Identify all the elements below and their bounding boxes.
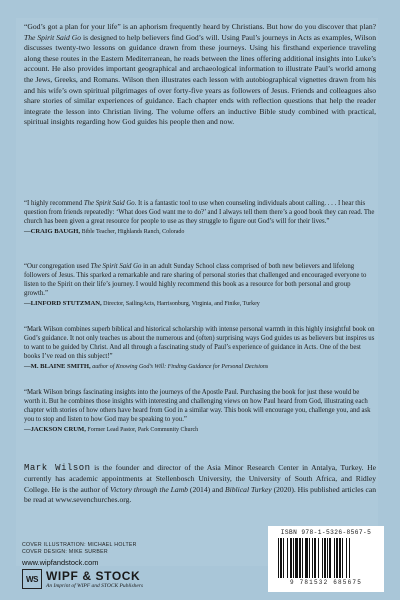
reviewer-role: author of Knowing God’s Will: Finding Guidance for Personal Decisions xyxy=(92,364,269,370)
review-2: “Our congregation used The Spirit Said Go in an adult Sunday School class comprised of both new believers and lifelong followers of Jesus. This sparked a remarkable and rare sharing of personal stories that challenged and encouraged everyone to listen to the Spirit on their life’s journey. I would highly recommend this book as a resource for both personal and group growth.” —LINFORD STUTZMAN, Director, SailingActs, Harrisonburg, Virginia, and Finike, Turkey xyxy=(24,263,367,307)
publisher-block xyxy=(22,569,192,591)
review-3: “Mark Wilson combines superb biblical and historical scholarship with intense personal warmth in this highly insightful book on God’s guidance. It not only teaches us about the numerous and (often) surprising ways God guides us as believers but inspires us to want to be guided by Christ. And all through a fascinating study of Paul’s experience of guidance in Acts. One of the best books I’ve read on this subject!” —M. BLAINE SMITH, author of Knowing God’s Will: Finding Guidance for Personal Decisions xyxy=(24,326,375,370)
publisher-name: WIPF & STOCK xyxy=(46,569,141,583)
publisher-tagline: An Imprint of WIPF and STOCK Publishers xyxy=(46,583,144,589)
author-bio: Mark Wilson is the founder and director of the Asia Minor Research Center in Antalya, Turkey. He currently has academic appointments at Stellenbosch University, the University of South Africa, and Ridley College. He is the author of Victory through the Lamb (2014) and Biblical Turkey (2020). His published articles can be read at www.sevenchurches.org. xyxy=(24,463,377,505)
publisher-logo-icon: WS xyxy=(22,569,42,589)
reviewer-role: Former Lead Pastor, Park Community Church xyxy=(87,427,199,433)
isbn-number: ISBN 978-1-5326-8567-5 xyxy=(280,529,372,536)
publisher-website[interactable]: www.wipfandstock.com xyxy=(22,558,99,567)
reviewer-name: —LINFORD STUTZMAN, xyxy=(24,300,102,307)
blurb-body: is designed to help believers find God’s will. Using Paul’s journeys in Acts as examples, Wilson discusses twenty-two lessons on guidance drawn from these journeys. Using his firsthand experience traveling along these routes in the Eastern Mediterranean, he reads between the lines offering additional insights into Luke’s account. He also provides important geographical and archaeological information to illustrate Paul’s world among the Jews, Greeks, and Romans. Wilson then illustrates each lesson with autobiographical vignettes drawn from his and his wife’s own spiritual pilgrimages of over forty-five years as followers of Jesus. Friends and colleagues also share stories of similar experiences of guidance. Each chapter ends with reflection questions that help the reader integrate the lesson into Christian living. The volume offers an inductive Bible study combined with practical, spiritual insights regarding how God guides his people then and now. xyxy=(24,32,376,127)
reviewer-name: —M. BLAINE SMITH, xyxy=(24,363,91,370)
reviewer-name: —CRAIG BAUGH, xyxy=(24,228,81,235)
review-1: “I highly recommend The Spirit Said Go. It is a fantastic tool to use when counseling individuals about calling. . . . I hear this question from friends repeatedly: ‘What does God want me to do?’ and I always tell them there’s a good book they can read. The church has been given a great resource for people to use as they struggle to figure out God’s will for their lives.” —CRAIG BAUGH, Bible Teacher, Highlands Ranch, Colorado xyxy=(24,200,375,235)
design-credit: COVER DESIGN: MIKE SURBER xyxy=(22,549,108,555)
reviewer-name: —JACKSON CRUM, xyxy=(24,426,86,433)
book-description xyxy=(24,22,376,128)
review-4: “Mark Wilson brings fascinating insights into the journeys of the Apostle Paul. Purchasing the book for just these would be worth it. But he combines those insights with interesting and challenging views on how Paul heard from God, illustrating each chapter with stories of how others have heard from God in a similar way. This book will encourage you, challenge you, and ask you to stop and listen to how God may be speaking to you.” —JACKSON CRUM, Former Lead Pastor, Park Community Church xyxy=(24,389,371,433)
blurb-book-title: The Spirit Said Go xyxy=(24,32,82,42)
isbn-barcode xyxy=(268,526,384,592)
reviewer-role: Director, SailingActs, Harrisonburg, Virginia, and Finike, Turkey xyxy=(103,301,260,307)
barcode-digits: 9 781532 685675 xyxy=(289,579,362,586)
reviewer-role: Bible Teacher, Highlands Ranch, Colorado xyxy=(81,229,185,235)
cover-credits xyxy=(22,542,137,556)
author-name: Mark Wilson xyxy=(24,463,91,473)
blurb-intro: “God’s got a plan for your life” is an aphorism frequently heard by Christians. But how do you discover that plan? xyxy=(24,22,376,31)
illustration-credit: COVER ILLUSTRATION: MICHAEL HOLTER xyxy=(22,542,137,548)
barcode-bars-icon xyxy=(276,538,376,578)
